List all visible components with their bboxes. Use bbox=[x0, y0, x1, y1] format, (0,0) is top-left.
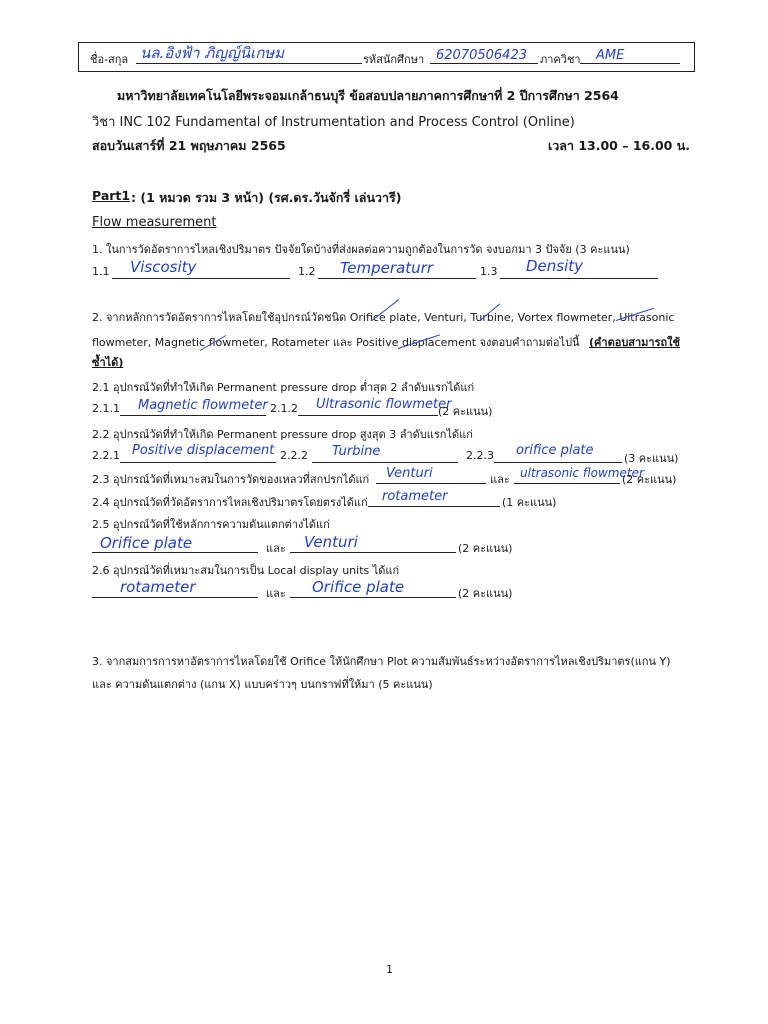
part-title: Part1 bbox=[92, 188, 131, 203]
exam-time: เวลา 13.00 – 16.00 น. bbox=[548, 138, 690, 153]
q1-2-label: 1.2 bbox=[298, 265, 316, 278]
q1-text: 1. ในการวัดอัตราการไหลเชิงปริมาตร ปัจจัยใดบ้างที่ส่งผลต่อความถูกต้องในการวัด จงบอกมา 3 ปัจจัย (3 คะแนน) bbox=[92, 243, 630, 256]
q2-2-3-label: 2.2.3 bbox=[466, 449, 494, 462]
q2-note: (คำตอบสามารถใช้ bbox=[589, 336, 681, 349]
q1-3-underline bbox=[500, 278, 658, 279]
q2-2-1-label: 2.2.1 bbox=[92, 449, 120, 462]
q2-4-score: (1 คะแนน) bbox=[502, 496, 557, 509]
q2-1-1-answer: Magnetic flowmeter bbox=[138, 398, 268, 413]
section-title: Flow measurement bbox=[92, 215, 217, 230]
q1-2-underline bbox=[318, 278, 476, 279]
q2-1-score: (2 คะแนน) bbox=[438, 405, 493, 418]
q2-6-text: 2.6 อุปกรณ์วัดที่เหมาะสมในการเป็น Local display units ได้แก่ bbox=[92, 564, 400, 577]
q1-1-underline bbox=[112, 278, 290, 279]
name-answer: นล.อิงฟ้า ภิญญ์นิเกษม bbox=[140, 44, 285, 62]
q2-6-1-underline bbox=[92, 597, 258, 598]
q2-6-score: (2 คะแนน) bbox=[458, 587, 513, 600]
q2-3-2-underline bbox=[514, 483, 620, 484]
q2-1-text: 2.1 อุปกรณ์วัดที่ทำให้เกิด Permanent pressure drop ต่ำสุด 2 ลำดับแรกได้แก่ bbox=[92, 381, 475, 394]
q2-5-text: 2.5 อุปกรณ์วัดที่ใช้หลักการความดันแตกต่างได้แก่ bbox=[92, 518, 330, 531]
id-label: รหัสนักศึกษา bbox=[363, 53, 425, 66]
q2-4-text: 2.4 อุปกรณ์วัดที่วัดอัตราการไหลเชิงปริมาตรโดยตรงได้แก่ bbox=[92, 496, 368, 509]
q2-2-text: 2.2 อุปกรณ์วัดที่ทำให้เกิด Permanent pressure drop สูงสุด 3 ลำดับแรกได้แก่ bbox=[92, 428, 473, 441]
q2-text-line1: 2. จากหลักการวัดอัตราการไหลโดยใช้อุปกรณ์วัดชนิด Orifice plate, Venturi, Turbine, Vortex flowmeter, Ultrasonic bbox=[92, 311, 675, 324]
course-line: วิชา INC 102 Fundamental of Instrumentation and Process Control (Online) bbox=[92, 115, 575, 130]
exam-date: สอบวันเสาร์ที่ 21 พฤษภาคม 2565 bbox=[92, 138, 286, 153]
q2-2-score: (3 คะแนน) bbox=[624, 452, 679, 465]
q2-5-2-underline bbox=[290, 552, 456, 553]
q2-4-answer: rotameter bbox=[382, 489, 448, 504]
name-underline bbox=[136, 63, 362, 64]
q2-3-score: (2 คะแนน) bbox=[622, 473, 677, 486]
page-number: 1 bbox=[386, 963, 393, 976]
q1-3-label: 1.3 bbox=[480, 265, 498, 278]
q2-2-1-answer: Positive displacement bbox=[132, 443, 275, 458]
q2-5-1-underline bbox=[92, 552, 258, 553]
q2-1-1-label: 2.1.1 bbox=[92, 402, 120, 415]
q3-text-line2: และ ความดันแตกต่าง (แกน X) แบบคร่าวๆ บนกราฟที่ให้มา (5 คะแนน) bbox=[92, 678, 433, 691]
q1-2-answer: Temperaturr bbox=[340, 259, 433, 277]
q1-1-label: 1.1 bbox=[92, 265, 110, 278]
id-underline bbox=[430, 63, 538, 64]
q2-note-cont: ซ้ำได้) bbox=[92, 356, 124, 369]
dept-label: ภาควิชา bbox=[540, 53, 581, 66]
q2-1-1-underline bbox=[120, 415, 266, 416]
q2-2-2-underline bbox=[312, 462, 458, 463]
q2-2-3-answer: orifice plate bbox=[516, 443, 594, 458]
q2-2-1-underline bbox=[120, 462, 276, 463]
q2-6-1-answer: rotameter bbox=[120, 578, 196, 596]
university-line: มหาวิทยาลัยเทคโนโลยีพระจอมเกล้าธนบุรี ข้อสอบปลายภาคการศึกษาที่ 2 ปีการศึกษา 2564 bbox=[117, 88, 619, 103]
q2-3-2-answer: ultrasonic flowmeter bbox=[520, 466, 644, 480]
q2-6-2-underline bbox=[290, 597, 456, 598]
q3-text-line1: 3. จากสมการการหาอัตราการไหลโดยใช้ Orifice ให้นักศึกษา Plot ความสัมพันธ์ระหว่างอัตราการไหลเชิงปริมาตร(แกน Y) bbox=[92, 655, 671, 668]
q2-1-2-answer: Ultrasonic flowmeter bbox=[316, 397, 452, 412]
q2-1-2-label: 2.1.2 bbox=[270, 402, 298, 415]
q2-5-score: (2 คะแนน) bbox=[458, 542, 513, 555]
q2-2-2-label: 2.2.2 bbox=[280, 449, 308, 462]
q2-6-2-answer: Orifice plate bbox=[312, 578, 405, 596]
q2-5-1-answer: Orifice plate bbox=[100, 534, 193, 552]
q2-4-underline bbox=[368, 506, 500, 507]
q1-1-answer: Viscosity bbox=[130, 258, 197, 276]
q2-5-2-answer: Venturi bbox=[304, 533, 358, 551]
q2-3-text: 2.3 อุปกรณ์วัดที่เหมาะสมในการวัดของเหลวที่สกปรกได้แก่ bbox=[92, 473, 370, 486]
q2-3-1-underline bbox=[376, 483, 486, 484]
q2-3-1-answer: Venturi bbox=[386, 466, 433, 481]
q2-1-2-underline bbox=[298, 415, 438, 416]
q2-2-2-answer: Turbine bbox=[332, 444, 381, 459]
name-label: ชื่อ-สกุล bbox=[90, 53, 129, 66]
part-subtitle: : (1 หมวด รวม 3 หน้า) (รศ.ดร.วันจักรี่ เล่นวารี) bbox=[131, 190, 402, 205]
id-answer: 62070506423 bbox=[436, 48, 527, 63]
q2-5-and: และ bbox=[266, 542, 286, 555]
q2-text-line2: flowmeter, Magnetic flowmeter, Rotameter และ Positive displacement จงตอบคำถามต่อไปนี้ bbox=[92, 336, 580, 349]
q2-6-and: และ bbox=[266, 587, 286, 600]
q2-3-and: และ bbox=[490, 473, 510, 486]
q2-2-3-underline bbox=[494, 462, 622, 463]
dept-underline bbox=[580, 63, 680, 64]
dept-answer: AME bbox=[596, 48, 625, 63]
q1-3-answer: Density bbox=[526, 257, 584, 275]
